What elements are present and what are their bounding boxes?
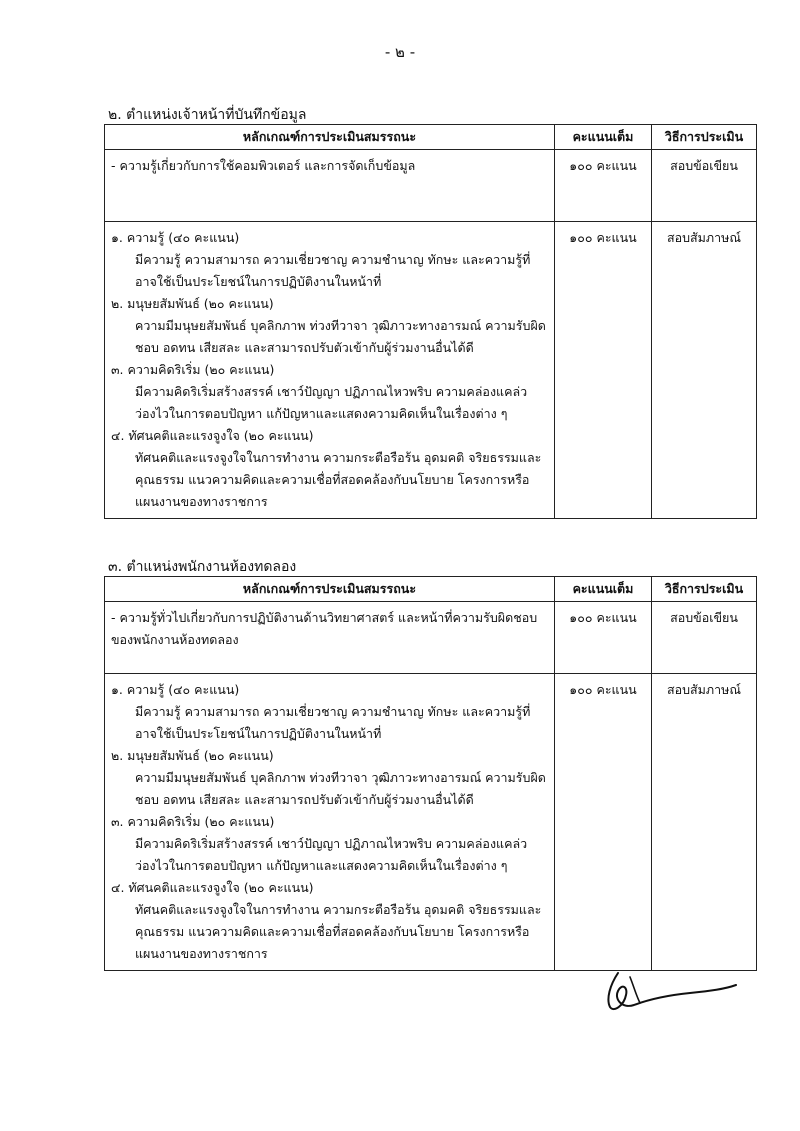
header-criteria: หลักเกณฑ์การประเมินสมรรถนะ: [105, 125, 555, 150]
criteria-table-data-entry: [104, 124, 757, 519]
header-method: วิธีการประเมิน: [652, 125, 757, 150]
criteria-item-heading: ๓. ความคิดริเริ่ม (๒๐ คะแนน): [111, 814, 275, 829]
criteria-item-heading: ๔. ทัศนคติและแรงจูงใจ (๒๐ คะแนน): [111, 428, 314, 443]
criteria-item-desc: ทัศนคติและแรงจูงใจในการทำงาน ความกระตือรือร้น อุดมคติ จริยธรรมและคุณธรรม แนวความคิดและความเชื่อที่สอดคล้องกับนโยบาย โครงการหรือแผนงานของทางราชการ: [135, 450, 542, 509]
interview-row: [105, 674, 757, 971]
criteria-item-desc: มีความคิดริเริ่มสร้างสรรค์ เชาว์ปัญญา ปฏิภาณไหวพริบ ความคล่องแคล่วว่องไวในการตอบปัญหา แก้ปัญหาและแสดงความคิดเห็นในเรื่องต่าง ๆ: [135, 836, 528, 873]
criteria-item-desc: ทัศนคติและแรงจูงใจในการทำงาน ความกระตือรือร้น อุดมคติ จริยธรรมและคุณธรรม แนวความคิดและความเชื่อที่สอดคล้องกับนโยบาย โครงการหรือแผนงานของทางราชการ: [135, 902, 542, 961]
criteria-item-heading: ๒. มนุษยสัมพันธ์ (๒๐ คะแนน): [111, 296, 274, 311]
table-header-row: [105, 125, 757, 150]
header-full-score: คะแนนเต็ม: [555, 577, 652, 602]
criteria-item-heading: ๓. ความคิดริเริ่ม (๒๐ คะแนน): [111, 362, 275, 377]
signature-mark: [600, 965, 740, 1015]
header-full-score: คะแนนเต็ม: [555, 125, 652, 150]
written-criteria: - ความรู้ทั่วไปเกี่ยวกับการปฏิบัติงานด้านวิทยาศาสตร์ และหน้าที่ความรับผิดชอบของพนักงานห้องทดลอง: [111, 610, 538, 647]
written-exam-row: [105, 150, 757, 222]
criteria-item-heading: ๒. มนุษยสัมพันธ์ (๒๐ คะแนน): [111, 748, 274, 763]
criteria-item-heading: ๑. ความรู้ (๔๐ คะแนน): [111, 230, 240, 245]
criteria-table-lab-staff: [104, 576, 757, 971]
written-criteria: - ความรู้เกี่ยวกับการใช้คอมพิวเตอร์ และการจัดเก็บข้อมูล: [111, 158, 416, 173]
table-header-row: [105, 577, 757, 602]
interview-criteria-list: [105, 222, 554, 518]
interview-method: สอบสัมภาษณ์: [666, 682, 742, 697]
criteria-item-desc: ความมีมนุษยสัมพันธ์ บุคลิกภาพ ท่วงทีวาจา วุฒิภาวะทางอารมณ์ ความรับผิดชอบ อดทน เสียสละ และสามารถปรับตัวเข้ากับผู้ร่วมงานอื่นได้ดี: [135, 770, 546, 807]
page-number: - ๒ -: [384, 43, 416, 61]
criteria-item-heading: ๔. ทัศนคติและแรงจูงใจ (๒๐ คะแนน): [111, 880, 314, 895]
section-title: ๒. ตำแหน่งเจ้าหน้าที่บันทึกข้อมูล: [108, 107, 307, 123]
criteria-item-desc: มีความรู้ ความสามารถ ความเชี่ยวชาญ ความชำนาญ ทักษะ และความรู้ที่อาจใช้เป็นประโยชน์ในการปฏิบัติงานในหน้าที่: [135, 704, 531, 741]
header-criteria: หลักเกณฑ์การประเมินสมรรถนะ: [105, 577, 555, 602]
criteria-item-desc: มีความรู้ ความสามารถ ความเชี่ยวชาญ ความชำนาญ ทักษะ และความรู้ที่อาจใช้เป็นประโยชน์ในการปฏิบัติงานในหน้าที่: [135, 252, 531, 289]
written-method: สอบข้อเขียน: [670, 610, 738, 625]
written-exam-row: [105, 602, 757, 674]
criteria-item-heading: ๑. ความรู้ (๔๐ คะแนน): [111, 682, 240, 697]
header-method: วิธีการประเมิน: [652, 577, 757, 602]
section-title: ๓. ตำแหน่งพนักงานห้องทดลอง: [108, 559, 297, 575]
criteria-item-desc: ความมีมนุษยสัมพันธ์ บุคลิกภาพ ท่วงทีวาจา วุฒิภาวะทางอารมณ์ ความรับผิดชอบ อดทน เสียสละ และสามารถปรับตัวเข้ากับผู้ร่วมงานอื่นได้ดี: [135, 318, 546, 355]
criteria-item-desc: มีความคิดริเริ่มสร้างสรรค์ เชาว์ปัญญา ปฏิภาณไหวพริบ ความคล่องแคล่วว่องไวในการตอบปัญหา แก้ปัญหาและแสดงความคิดเห็นในเรื่องต่าง ๆ: [135, 384, 528, 421]
interview-method: สอบสัมภาษณ์: [666, 230, 742, 245]
written-method: สอบข้อเขียน: [670, 158, 738, 173]
interview-criteria-list: [105, 674, 554, 970]
written-score: ๑๐๐ คะแนน: [569, 610, 637, 625]
interview-score: ๑๐๐ คะแนน: [569, 682, 637, 697]
interview-score: ๑๐๐ คะแนน: [569, 230, 637, 245]
interview-row: [105, 222, 757, 519]
written-score: ๑๐๐ คะแนน: [569, 158, 637, 173]
